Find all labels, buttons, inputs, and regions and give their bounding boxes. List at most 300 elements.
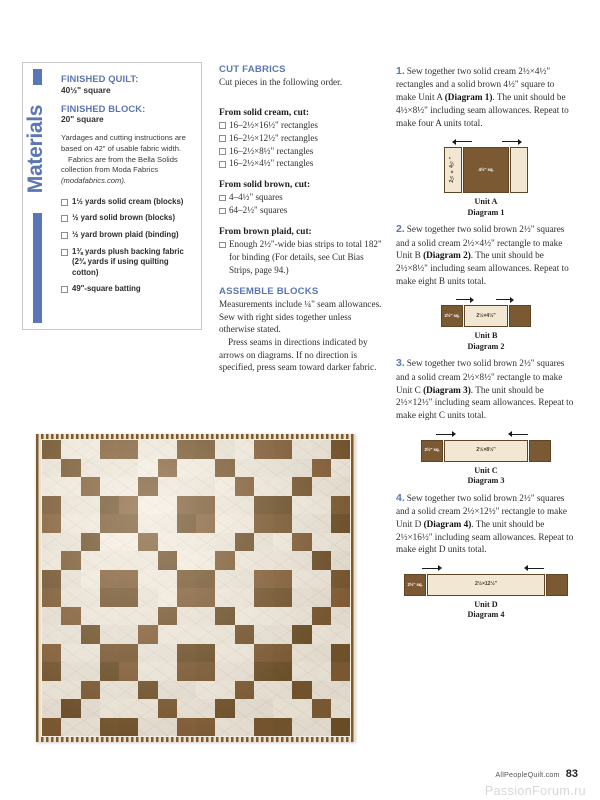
quilt-patch-brown — [235, 681, 254, 700]
step-1-diagram-ref: (Diagram 1) — [444, 92, 493, 103]
quilt-patch-cream — [158, 718, 177, 737]
quilt-patch-brown — [273, 440, 292, 459]
quilt-patch-cream — [273, 607, 292, 626]
quilt-patch-cream — [81, 718, 100, 737]
quilt-patch-brown — [196, 440, 215, 459]
quilt-patch-brown — [177, 514, 196, 533]
diagram-2-piece-2-label: 2½×4½" — [476, 312, 496, 319]
finished-block-value: 20" square — [61, 114, 104, 125]
quilt-patch-brown — [235, 533, 254, 552]
footer-website: AllPeopleQuilt.com — [495, 770, 560, 779]
quilt-patch-brown — [42, 440, 61, 459]
quilt-patch-brown — [273, 588, 292, 607]
quilt-patch-cream — [235, 662, 254, 681]
diagram-2-piece-1 — [441, 305, 463, 327]
diagram-3-arrows — [416, 431, 556, 440]
watermark: PassionForum.ru — [484, 784, 586, 798]
diagram-1-unit-label: Unit A — [474, 197, 498, 207]
quilt-photo — [36, 434, 356, 742]
quilt-patch-brown — [196, 718, 215, 737]
materials-bar-bottom — [33, 213, 42, 323]
step-2-text-before: Sew together two solid brown 2½" squares and a solid cream 2½×4½" rectangle to make Unit B — [396, 224, 565, 261]
quilt-patch-cream — [312, 514, 331, 533]
quilt-patch-brown — [331, 570, 350, 589]
quilt-patch-cream — [196, 551, 215, 570]
quilt-patch-cream — [215, 662, 234, 681]
materials-note-line-1: Yardages and cutting instructions are based on 42" of usable fabric width. — [61, 133, 186, 153]
quilt-patch-brown — [158, 551, 177, 570]
diagram-3-label: Diagram 3 — [467, 476, 505, 486]
quilt-patch-cream — [177, 459, 196, 478]
step-1-number: 1. — [396, 65, 405, 77]
list-item: ½ yard solid brown (blocks) — [61, 213, 191, 224]
materials-tab — [21, 63, 55, 331]
quilt-patch-cream — [196, 699, 215, 718]
step-3-text-before: Sew together two solid brown 2½" squares and a solid cream 2½×8½" rectangle to make Unit C — [396, 358, 565, 395]
diagram-1 — [396, 138, 576, 218]
quilt-patch-brown — [292, 533, 311, 552]
diagram-4-piece-2-label: 2½×12½" — [474, 581, 498, 588]
quilt-patch-cream — [331, 459, 350, 478]
quilt-patch-brown — [196, 588, 215, 607]
quilt-patch-brown — [100, 588, 119, 607]
step-2 — [396, 222, 576, 352]
finished-block-heading: FINISHED BLOCK: — [61, 102, 146, 114]
diagram-4-piece-3 — [546, 574, 568, 596]
quilt-patch-cream — [119, 477, 138, 496]
quilt-patch-brown — [331, 718, 350, 737]
quilt-patch-cream — [196, 459, 215, 478]
quilt-patch-brown — [312, 551, 331, 570]
quilt-patch-cream — [158, 440, 177, 459]
quilt-patch-brown — [312, 607, 331, 626]
step-1-text — [396, 64, 576, 129]
quilt-patch-cream — [312, 644, 331, 663]
quilt-patch-cream — [61, 440, 80, 459]
quilt-patch-cream — [235, 551, 254, 570]
quilt-patch-cream — [215, 718, 234, 737]
diagram-1-pieces — [444, 147, 528, 193]
materials-tab-label: Materials — [24, 104, 47, 194]
quilt-patch-brown — [235, 625, 254, 644]
diagram-3 — [396, 431, 576, 487]
diagram-1-piece-2-label: 4½" sq. — [478, 166, 494, 172]
step-4-text-before: Sew together two solid brown 2½" squares and a solid cream 2½×12½" rectangle to make Unit D — [396, 492, 567, 529]
quilt-patch-brown — [331, 496, 350, 515]
quilt-patch-brown — [177, 662, 196, 681]
quilt-patch-brown — [273, 718, 292, 737]
quilt-patch-cream — [138, 440, 157, 459]
quilt-patch-cream — [312, 681, 331, 700]
quilt-patch-brown — [312, 699, 331, 718]
quilt-patch-cream — [158, 588, 177, 607]
quilt-patch-cream — [177, 699, 196, 718]
quilt-patch-cream — [81, 570, 100, 589]
page-number: 83 — [565, 768, 578, 780]
quilt-patch-brown — [81, 681, 100, 700]
quilt-patch-cream — [292, 440, 311, 459]
diagram-4-piece-1 — [404, 574, 426, 596]
materials-box — [22, 62, 202, 330]
quilt-patch-brown — [119, 644, 138, 663]
diagram-2-arrows — [434, 296, 538, 305]
quilt-patch-cream — [81, 662, 100, 681]
quilt-patch-brown — [119, 514, 138, 533]
quilt-patch-cream — [100, 699, 119, 718]
quilt-patch-brown — [196, 644, 215, 663]
quilt-patch-brown — [273, 662, 292, 681]
quilt-patch-brown — [42, 570, 61, 589]
page-footer — [0, 764, 600, 782]
quilt-patch-cream — [177, 681, 196, 700]
quilt-patch-cream — [42, 551, 61, 570]
quilt-patch-brown — [42, 514, 61, 533]
quilt-patch-cream — [292, 551, 311, 570]
quilt-patch-cream — [138, 551, 157, 570]
list-item: Enough 2½"-wide bias strips to total 182" for binding (For details, see Cut Bias Strips, page 94.) — [219, 238, 387, 277]
quilt-image — [36, 434, 356, 742]
diagram-2-caption — [467, 331, 504, 352]
quilt-patch-cream — [331, 625, 350, 644]
list-item: 16–2½×4½" rectangles — [219, 157, 387, 170]
list-item: 1⅜ yards plush backing fabric (2¾ yards if using quilting cotton) — [61, 247, 191, 279]
quilt-patch-cream — [42, 477, 61, 496]
diagram-4-pieces — [404, 574, 568, 596]
quilt-patch-brown — [177, 644, 196, 663]
quilt-patch-cream — [177, 625, 196, 644]
quilt-patch-brown — [81, 533, 100, 552]
diagram-4-piece-2 — [427, 574, 545, 596]
quilt-patch-brown — [177, 718, 196, 737]
assemble-blocks-heading: ASSEMBLE BLOCKS — [219, 285, 319, 297]
quilt-patch-brown — [254, 496, 273, 515]
list-item: 4–4½" squares — [219, 191, 387, 204]
quilt-patch-brown — [292, 625, 311, 644]
quilt-patch-brown — [138, 625, 157, 644]
cut-fabrics-heading: CUT FABRICS — [219, 64, 286, 75]
quilt-patch-brown — [215, 459, 234, 478]
quilt-patch-brown — [61, 607, 80, 626]
diagram-4-label: Diagram 4 — [467, 610, 505, 620]
quilt-patch-cream — [119, 551, 138, 570]
cut-group-title: From brown plaid, cut: — [219, 227, 312, 238]
step-2-number: 2. — [396, 223, 405, 236]
quilt-patch-brown — [177, 588, 196, 607]
quilt-patch-cream — [331, 699, 350, 718]
quilt-patch-cream — [254, 681, 273, 700]
quilt-patch-brown — [158, 699, 177, 718]
quilt-patch-cream — [235, 718, 254, 737]
quilt-patch-brown — [100, 514, 119, 533]
quilt-patch-cream — [138, 459, 157, 478]
diagram-3-piece-3 — [529, 440, 551, 462]
quilt-patch-brown — [119, 718, 138, 737]
finished-quilt-value: 40½" square — [61, 84, 111, 95]
quilt-patch-cream — [331, 477, 350, 496]
quilt-patch-cream — [81, 440, 100, 459]
quilt-patch-brown — [215, 699, 234, 718]
quilt-patch-brown — [196, 570, 215, 589]
quilt-patch-cream — [235, 588, 254, 607]
quilt-patch-cream — [196, 607, 215, 626]
quilt-patch-brown — [138, 681, 157, 700]
quilt-patch-cream — [158, 570, 177, 589]
quilt-patch-cream — [273, 625, 292, 644]
quilt-patch-cream — [254, 477, 273, 496]
quilt-patch-cream — [81, 699, 100, 718]
quilt-patch-cream — [100, 681, 119, 700]
quilt-patch-cream — [331, 551, 350, 570]
cut-group-list — [219, 119, 387, 171]
quilt-patch-cream — [42, 533, 61, 552]
quilt-patch-cream — [215, 533, 234, 552]
quilt-patch-cream — [61, 625, 80, 644]
quilt-patch-brown — [196, 514, 215, 533]
quilt-patch-cream — [254, 533, 273, 552]
quilt-patch-brown — [196, 496, 215, 515]
quilt-patch-cream — [312, 496, 331, 515]
quilt-patch-cream — [158, 625, 177, 644]
quilt-patch-brown — [331, 588, 350, 607]
quilt-patch-brown — [273, 570, 292, 589]
diagram-3-pieces — [421, 440, 551, 462]
quilt-patch-cream — [158, 514, 177, 533]
diagram-3-unit-label: Unit C — [474, 465, 498, 475]
quilt-patch-brown — [254, 718, 273, 737]
cut-group-title: From solid cream, cut: — [219, 107, 310, 118]
quilt-patch-brown — [119, 588, 138, 607]
quilt-patch-cream — [81, 496, 100, 515]
quilt-patch-brown — [331, 440, 350, 459]
quilt-patch-cream — [254, 699, 273, 718]
list-item: 16–2½×8½" rectangles — [219, 145, 387, 158]
quilt-patch-brown — [100, 496, 119, 515]
step-4-diagram-ref: (Diagram 4) — [423, 518, 472, 529]
quilt-patch-cream — [196, 477, 215, 496]
quilt-patch-cream — [292, 662, 311, 681]
quilt-patch-brown — [273, 514, 292, 533]
quilt-patch-cream — [138, 607, 157, 626]
quilt-patch-cream — [138, 718, 157, 737]
quilt-patch-cream — [158, 681, 177, 700]
diagram-2-piece-1-label: 2½" sq. — [444, 313, 460, 319]
quilt-patch-cream — [235, 514, 254, 533]
quilt-patch-brown — [119, 496, 138, 515]
step-4-text — [396, 491, 576, 556]
spacer — [219, 277, 387, 286]
quilt-patch-brown — [254, 440, 273, 459]
quilt-patch-cream — [273, 477, 292, 496]
diagram-3-caption — [467, 466, 504, 487]
materials-note-line-2 — [61, 155, 191, 187]
finished-quilt-heading: FINISHED QUILT: — [61, 73, 139, 84]
materials-list — [61, 197, 191, 295]
diagram-3-piece-1-label: 2½" sq. — [424, 447, 440, 453]
diagram-2-piece-2 — [464, 305, 508, 327]
step-1-text-before: Sew together two solid cream 2½×4½" rectangles and a solid brown 4½" square to make Unit A — [396, 66, 555, 103]
quilt-patch-cream — [235, 459, 254, 478]
quilt-patch-cream — [331, 607, 350, 626]
step-2-text-after: . The unit should be 2½×8½" including seam allowances. Repeat to make eight B units total. — [396, 250, 569, 286]
quilt-patch-cream — [292, 496, 311, 515]
diagram-4-caption — [467, 600, 504, 621]
list-item: ½ yard brown plaid (binding) — [61, 230, 191, 241]
quilt-patch-cream — [158, 477, 177, 496]
quilt-patch-brown — [254, 644, 273, 663]
quilt-patch-brown — [273, 644, 292, 663]
quilt-patch-cream — [292, 588, 311, 607]
quilt-patch-brown — [61, 699, 80, 718]
step-4-text-after: . The unit should be 2½×16½" including seam allowances. Repeat to make eight D units total. — [396, 518, 574, 555]
quilt-patch-cream — [42, 625, 61, 644]
quilt-patch-cream — [61, 533, 80, 552]
quilt-patch-cream — [196, 533, 215, 552]
diagram-1-piece-1-label: 2½×4½" — [449, 157, 456, 184]
quilt-patch-cream — [100, 625, 119, 644]
quilt-patch-cream — [292, 607, 311, 626]
quilt-patch-cream — [138, 644, 157, 663]
quilt-patch-cream — [81, 588, 100, 607]
quilt-patch-cream — [235, 644, 254, 663]
diagram-2-pieces — [441, 305, 531, 327]
quilt-patch-brown — [196, 662, 215, 681]
quilt-patch-cream — [235, 699, 254, 718]
quilt-patch-cream — [312, 625, 331, 644]
quilt-patch-cream — [81, 607, 100, 626]
quilt-patch-cream — [215, 570, 234, 589]
quilt-patch-brown — [138, 477, 157, 496]
quilt-patch-cream — [177, 533, 196, 552]
list-item: 1½ yards solid cream (blocks) — [61, 197, 191, 208]
quilt-patch-cream — [196, 625, 215, 644]
quilt-patch-brown — [254, 570, 273, 589]
step-2-text — [396, 222, 576, 287]
quilt-patch-brown — [158, 607, 177, 626]
quilt-patch-cream — [100, 533, 119, 552]
diagram-1-arrows — [434, 138, 538, 147]
quilt-patch-cream — [177, 551, 196, 570]
list-item: 49"-square batting — [61, 284, 191, 295]
diagram-4-arrows — [400, 565, 572, 574]
materials-note — [61, 133, 191, 187]
quilt-patch-brown — [331, 644, 350, 663]
diagram-4-unit-label: Unit D — [474, 599, 498, 609]
quilt-patch-brown — [331, 662, 350, 681]
quilt-patch-cream — [61, 570, 80, 589]
quilt-patch-cream — [215, 588, 234, 607]
diagram-2-piece-3 — [509, 305, 531, 327]
quilt-patch-cream — [273, 459, 292, 478]
quilt-patch-cream — [331, 533, 350, 552]
quilt-patch-brown — [292, 477, 311, 496]
step-3 — [396, 356, 576, 486]
quilt-patch-brown — [177, 440, 196, 459]
diagram-3-piece-2 — [444, 440, 528, 462]
list-item: 16–2½×16½" rectangles — [219, 119, 387, 132]
quilt-patch-cream — [119, 625, 138, 644]
quilt-patch-cream — [158, 662, 177, 681]
quilt-patch-cream — [138, 662, 157, 681]
quilt-patch-cream — [81, 644, 100, 663]
quilt-patch-cream — [61, 588, 80, 607]
diagram-3-piece-1 — [421, 440, 443, 462]
quilt-patch-cream — [292, 459, 311, 478]
quilt-patch-cream — [235, 440, 254, 459]
quilt-patch-brown — [254, 662, 273, 681]
quilt-patch-cream — [42, 459, 61, 478]
cut-fabrics-intro: Cut pieces in the following order. — [219, 77, 342, 87]
quilt-patch-cream — [215, 496, 234, 515]
quilt-patch-brown — [215, 551, 234, 570]
list-item: 64–2½" squares — [219, 204, 387, 217]
step-4 — [396, 491, 576, 621]
quilt-patch-cream — [273, 699, 292, 718]
quilt-patch-brown — [100, 570, 119, 589]
quilt-patch-brown — [119, 662, 138, 681]
quilt-patch-brown — [42, 588, 61, 607]
quilt-patch-cream — [100, 477, 119, 496]
cut-group-list — [219, 238, 387, 277]
quilt-patch-cream — [235, 570, 254, 589]
quilt-patch-cream — [119, 699, 138, 718]
quilt-patch-cream — [158, 644, 177, 663]
quilt-patch-cream — [61, 681, 80, 700]
diagram-1-caption — [467, 197, 504, 218]
quilt-patch-cream — [177, 477, 196, 496]
quilt-patch-brown — [177, 496, 196, 515]
quilt-patch-cream — [81, 551, 100, 570]
quilt-patch-cream — [331, 681, 350, 700]
diagram-4 — [396, 565, 576, 621]
quilt-patch-cream — [292, 644, 311, 663]
quilt-patch-cream — [235, 496, 254, 515]
spacer — [219, 89, 387, 98]
quilt-patch-brown — [254, 588, 273, 607]
quilt-patch-cream — [119, 533, 138, 552]
quilt-patch-brown — [61, 459, 80, 478]
quilt-patch-cream — [273, 551, 292, 570]
step-1 — [396, 64, 576, 218]
quilt-patch-brown — [215, 607, 234, 626]
quilt-patch-cream — [215, 625, 234, 644]
quilt-patch-brown — [158, 459, 177, 478]
quilt-patch-brown — [61, 551, 80, 570]
quilt-patch-brown — [292, 681, 311, 700]
step-3-text — [396, 356, 576, 421]
quilt-patch-cream — [254, 551, 273, 570]
quilt-patch-brown — [312, 459, 331, 478]
quilt-patch-brown — [42, 718, 61, 737]
cut-group-list — [219, 191, 387, 217]
quilt-patch-cream — [81, 514, 100, 533]
quilt-patch-brown — [119, 440, 138, 459]
quilt-patch-cream — [42, 607, 61, 626]
quilt-patch-brown — [42, 662, 61, 681]
quilt-patch-cream — [158, 496, 177, 515]
quilt-patch-brown — [81, 625, 100, 644]
quilt-patch-cream — [312, 570, 331, 589]
quilt-patch-cream — [312, 477, 331, 496]
quilt-patch-brown — [119, 570, 138, 589]
quilt-patch-cream — [273, 533, 292, 552]
diagram-2-unit-label: Unit B — [474, 331, 498, 341]
quilt-patch-cream — [138, 699, 157, 718]
quilt-patch-grid — [42, 440, 350, 736]
quilt-patch-cream — [196, 681, 215, 700]
quilt-patch-brown — [42, 496, 61, 515]
quilt-patch-cream — [215, 644, 234, 663]
quilt-patch-cream — [42, 699, 61, 718]
